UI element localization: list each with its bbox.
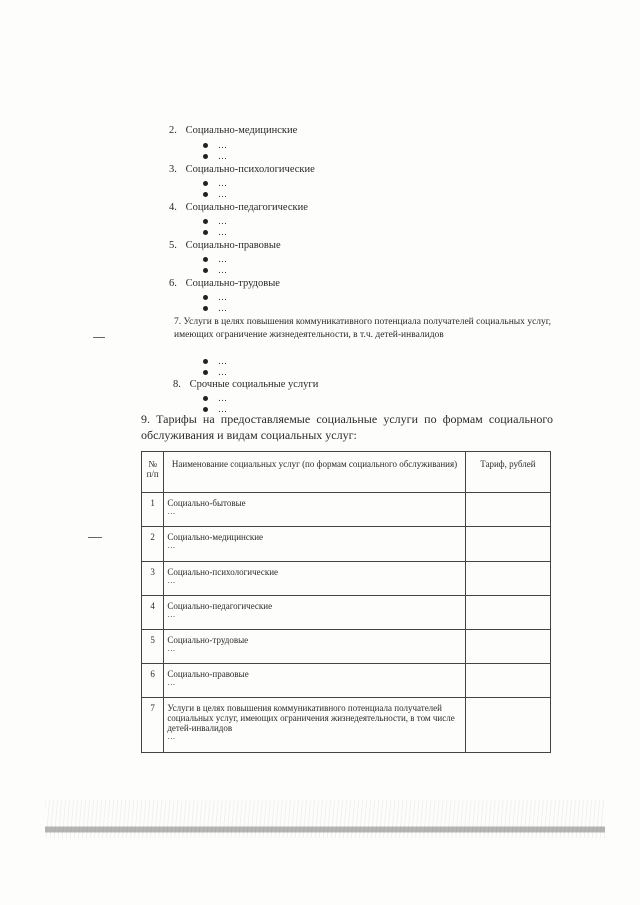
header-num: № п/п xyxy=(142,452,164,493)
section-8 xyxy=(173,378,318,391)
section-label: Услуги в целях повышения коммуникативного потенциала получателей социальных услуг, имеющих ограничение жизнедеятельности, в т.ч. детей-инвалидов xyxy=(174,317,551,340)
section-5 xyxy=(169,239,281,252)
section-number: 3. xyxy=(169,164,177,175)
tariff-cell xyxy=(465,561,550,595)
table-row: 6 Социально-правовые … xyxy=(142,663,551,697)
bullet-item: … xyxy=(203,367,227,377)
section-number: 7. xyxy=(174,317,182,327)
table-row: 2 Социально-медицинские … xyxy=(142,527,551,561)
bullet-item: … xyxy=(203,356,227,366)
table-row: 1 Социально-бытовые … xyxy=(142,493,551,527)
bullet-dot-icon xyxy=(203,230,208,235)
table-row: 3 Социально-психологические … xyxy=(142,561,551,595)
section-number: 2. xyxy=(169,125,177,136)
service-name: Социально-правовые xyxy=(167,668,249,679)
section-number: 5. xyxy=(169,240,177,251)
bullet-dot-icon xyxy=(203,181,208,186)
section-label: Социально-правовые xyxy=(185,240,281,251)
bullet-dot-icon xyxy=(203,359,208,364)
tariff-cell xyxy=(465,698,550,753)
section-3 xyxy=(169,163,315,176)
section-label: Социально-трудовые xyxy=(185,278,280,289)
scan-mark xyxy=(88,537,102,538)
header-name: Наименование социальных услуг (по формам социального обслуживания) xyxy=(164,452,465,493)
section-number: 8. xyxy=(173,379,181,390)
service-name: Социально-психологические xyxy=(167,566,279,577)
bullet-dot-icon xyxy=(203,306,208,311)
section-label: Социально-педагогические xyxy=(185,202,308,213)
service-name: Социально-медицинские xyxy=(167,532,264,543)
section-7 xyxy=(174,316,551,342)
service-name: Услуги в целях повышения коммуникативного потенциала получателей социальных услуг, имеющих ограничения жизнедеятельности, в том числе детей-инвалидов xyxy=(167,703,455,734)
section-number: 4. xyxy=(169,202,177,213)
section-2 xyxy=(169,124,297,137)
scan-noise xyxy=(45,800,605,838)
tariff-cell xyxy=(465,527,550,561)
tariff-cell xyxy=(465,493,550,527)
bullet-dot-icon xyxy=(203,154,208,159)
section-label: Социально-медицинские xyxy=(185,125,298,136)
section-label: Социально-психологические xyxy=(185,164,315,175)
bullet-dot-icon xyxy=(203,370,208,375)
bullet-item: … xyxy=(203,227,227,237)
bullet-item: … xyxy=(203,254,227,264)
table-row: 7 Услуги в целях повышения коммуникативного потенциала получателей социальных услуг, имеющих ограничения жизнедеятельности, в том числе детей-инвалидов … xyxy=(142,698,551,753)
bullet-dot-icon xyxy=(203,219,208,224)
bullet-dot-icon xyxy=(203,192,208,197)
service-name: Социально-бытовые xyxy=(167,498,246,509)
table-row: 4 Социально-педагогические … xyxy=(142,595,551,629)
table-row: 5 Социально-трудовые … xyxy=(142,629,551,663)
bullet-item: … xyxy=(203,178,227,188)
bullet-item: … xyxy=(203,393,227,403)
section-6 xyxy=(169,277,280,290)
bullet-item: … xyxy=(203,265,227,275)
bullet-item: … xyxy=(203,292,227,302)
header-tariff: Тариф, рублей xyxy=(465,452,550,493)
bullet-item: … xyxy=(203,151,227,161)
bullet-item: … xyxy=(203,303,227,313)
bullet-item: … xyxy=(203,189,227,199)
tariff-cell xyxy=(465,629,550,663)
tariff-cell xyxy=(465,663,550,697)
tariffs-table xyxy=(141,451,551,753)
service-name: Социально-педагогические xyxy=(167,600,273,611)
tariffs-paragraph: 9. Тарифы на предоставляемые социальные услуги по формам социального обслуживания и видам социальных услуг: xyxy=(141,412,553,442)
bullet-dot-icon xyxy=(203,257,208,262)
scan-mark xyxy=(93,337,105,338)
bullet-dot-icon xyxy=(203,396,208,401)
bullet-item: … xyxy=(203,140,227,150)
bullet-dot-icon xyxy=(203,143,208,148)
table-header-row xyxy=(142,452,551,493)
tariff-cell xyxy=(465,595,550,629)
section-label: Срочные социальные услуги xyxy=(189,379,319,390)
bullet-item: … xyxy=(203,216,227,226)
bullet-item: … xyxy=(203,404,227,414)
bullet-dot-icon xyxy=(203,295,208,300)
bullet-dot-icon xyxy=(203,268,208,273)
section-4 xyxy=(169,201,308,214)
service-name: Социально-трудовые xyxy=(167,634,249,645)
section-number: 6. xyxy=(169,278,177,289)
